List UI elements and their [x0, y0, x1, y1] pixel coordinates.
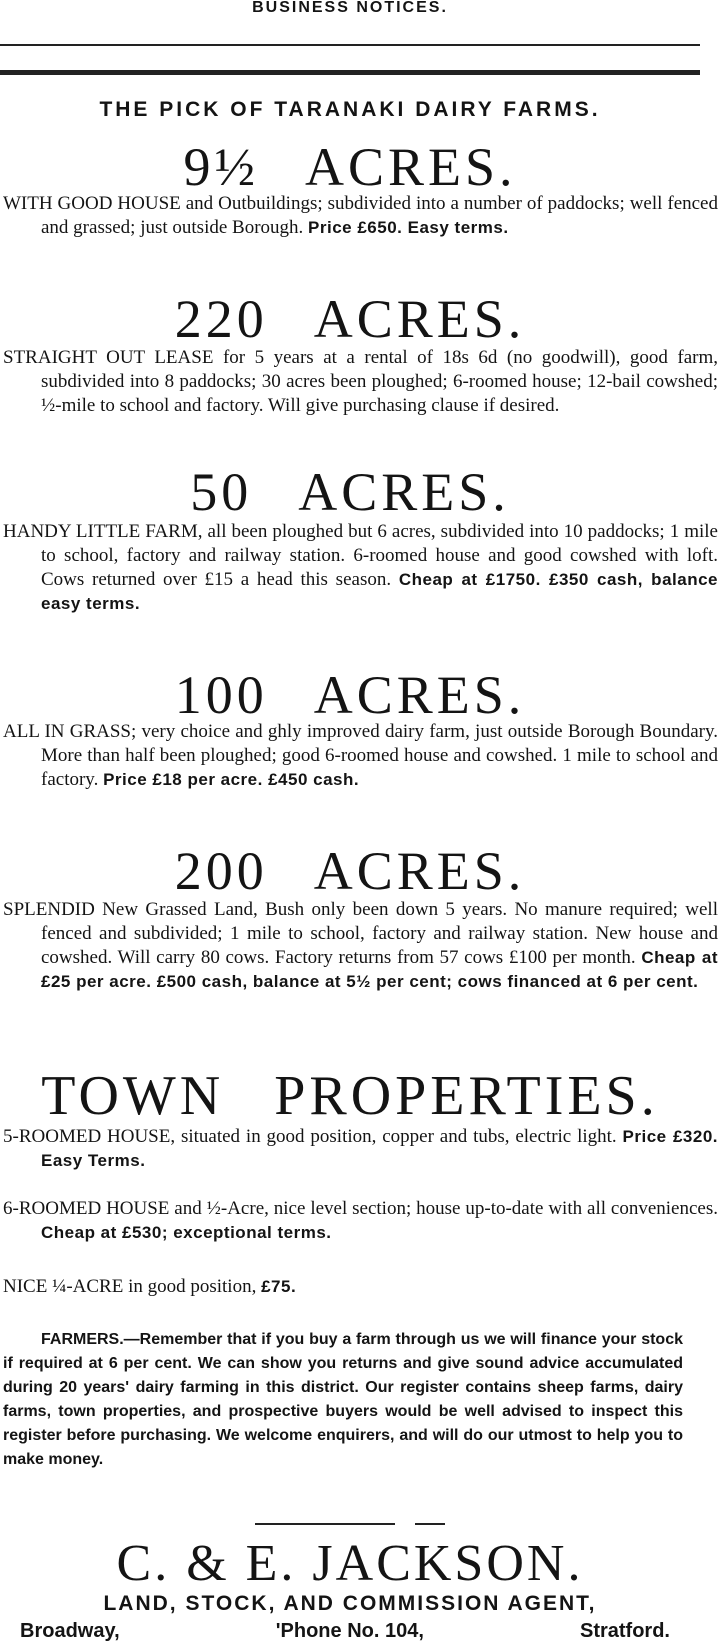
- listing-text: WITH GOOD HOUSE and Outbuildings; subdivided into a number of paddocks; well fenced and grassed; just outside Borough.: [3, 193, 718, 238]
- acres-number: 100: [174, 665, 268, 725]
- listing-description: [3, 346, 718, 418]
- farmers-notice: FARMERS.—Remember that if you buy a farm through us we will finance your stock if required at 6 per cent. We can show you returns and give sound advice accumulated during 20 years' dairy farming in this district. Our register contains sheep farms, dairy farms, town properties, and prospective buyers would be well advised to inspect this register before purchasing. We welcome enquirers, and will do our utmost to help you to make money.: [3, 1331, 683, 1468]
- acres-unit: ACRES.: [313, 289, 526, 349]
- acres-unit: ACRES.: [304, 137, 517, 197]
- agent-address: [20, 1620, 670, 1643]
- town-properties-heading: [0, 1065, 700, 1127]
- header-rule: [0, 44, 700, 46]
- acres-number: 9½: [183, 137, 259, 197]
- listing-text: ALL IN GRASS; very choice and ghly improved dairy farm, just outside Borough Boundary. More than half been ploughed; good 6-roomed house and cowshed. 1 mile to school and factory.: [3, 721, 718, 790]
- signature-rule: [255, 1523, 395, 1525]
- listing-price: Cheap at £25 per acre. £500 cash, balance at 5½ per cent; cows financed at 6 per cent.: [41, 948, 718, 991]
- listing-description: [3, 192, 718, 240]
- agent-role: LAND, STOCK, AND COMMISSION AGENT,: [103, 1592, 597, 1615]
- listing-heading: [0, 665, 700, 725]
- acres-number: 200: [174, 841, 268, 901]
- listing-heading: [0, 841, 700, 901]
- listing-heading: [0, 137, 700, 197]
- listing-text: SPLENDID New Grassed Land, Bush only been down 5 years. No manure required; well fenced and subdivided; 1 mile to school, factory and railway station. New house and cowshed. Will carry 80 cows. Factory returns from 57 cows £100 per month.: [3, 899, 718, 968]
- agent-name: C. & E. JACKSON.: [116, 1535, 584, 1592]
- town-listing: [3, 1197, 718, 1245]
- border-rule: [0, 70, 700, 75]
- listing-text: HANDY LITTLE FARM, all been ploughed but 6 acres, subdivided into 10 paddocks; 1 mile to school, factory and railway station. 6-roomed house and good cowshed with loft. Cows returned over £15 a head this season.: [3, 521, 718, 590]
- listing-text: 5-ROOMED HOUSE, situated in good position, copper and tubs, electric light.: [3, 1126, 617, 1147]
- listing-text: NICE ¼-ACRE in good position,: [3, 1276, 257, 1297]
- acres-unit: ACRES.: [313, 841, 526, 901]
- listing-text: STRAIGHT OUT LEASE for 5 years at a rental of 18s 6d (no goodwill), good farm, subdivided into 8 paddocks; 30 acres been ploughed; 6-roomed house; 12-bail cowshed; ½-mile to school and factory. Will give purchasing clause if desired.: [3, 347, 718, 416]
- address-phone: 'Phone No. 104,: [275, 1620, 424, 1642]
- listing-price: Cheap at £1750. £350 cash, balance easy terms.: [41, 570, 718, 613]
- listing-price: Cheap at £530; exceptional terms.: [41, 1223, 332, 1242]
- listing-price: £75.: [261, 1277, 297, 1296]
- listing-heading: [0, 462, 700, 522]
- town-heading-word: PROPERTIES.: [274, 1065, 659, 1127]
- listing-price: Price £18 per acre. £450 cash.: [103, 770, 360, 789]
- listing-heading: [0, 289, 700, 349]
- signature-rule: [415, 1523, 445, 1525]
- acres-unit: ACRES.: [313, 665, 526, 725]
- listing-description: [3, 720, 718, 792]
- town-listing: [3, 1125, 718, 1173]
- town-listing: [3, 1275, 718, 1299]
- listing-price: Price £320. Easy Terms.: [41, 1127, 718, 1170]
- page-header: BUSINESS NOTICES.: [252, 0, 448, 16]
- acres-unit: ACRES.: [298, 462, 510, 522]
- town-heading-word: TOWN: [41, 1065, 225, 1127]
- listing-price: Price £650. Easy terms.: [308, 218, 509, 237]
- address-street: Broadway,: [20, 1620, 120, 1642]
- acres-number: 50: [190, 462, 253, 522]
- address-town: Stratford.: [579, 1620, 670, 1642]
- acres-number: 220: [174, 289, 268, 349]
- listing-text: 6-ROOMED HOUSE and ½-Acre, nice level section; house up-to-date with all conveniences.: [3, 1198, 718, 1219]
- listing-description: [3, 898, 718, 994]
- listing-description: [3, 520, 718, 616]
- ad-title: THE PICK OF TARANAKI DAIRY FARMS.: [99, 98, 601, 121]
